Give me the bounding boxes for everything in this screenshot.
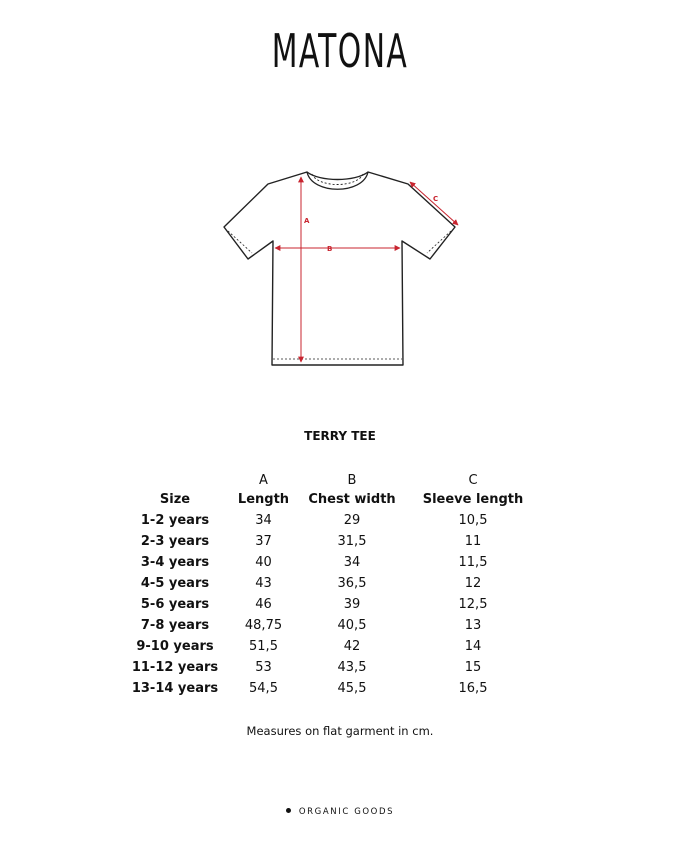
chest-width-cell: 34 bbox=[343, 555, 361, 570]
length-cell: 37 bbox=[255, 534, 272, 549]
chest-width-cell: 45,5 bbox=[337, 681, 367, 696]
sleeve-length-cell: 13 bbox=[464, 618, 482, 633]
chest-width-cell: 43,5 bbox=[337, 660, 367, 675]
sleeve-length-cell: 10,5 bbox=[458, 513, 488, 528]
sleeve-length-cell: 14 bbox=[464, 639, 482, 654]
footer bbox=[0, 807, 680, 817]
size-cell: 9-10 years bbox=[136, 639, 214, 654]
length-cell: 46 bbox=[255, 597, 272, 612]
size-cell: 1-2 years bbox=[140, 513, 210, 528]
length-cell: 51,5 bbox=[249, 639, 278, 654]
chest-width-cell: 40,5 bbox=[337, 618, 367, 633]
size-cell: 4-5 years bbox=[140, 576, 210, 591]
sleeve-length-cell: 12 bbox=[464, 576, 482, 591]
header-letter-row bbox=[125, 472, 544, 489]
table-row bbox=[125, 636, 544, 657]
length-cell: 48,75 bbox=[244, 618, 283, 633]
table-row bbox=[125, 552, 544, 573]
header-letter-b: B bbox=[347, 473, 357, 488]
size-table bbox=[125, 472, 544, 699]
header-name-row bbox=[125, 489, 544, 510]
table-row bbox=[125, 531, 544, 552]
table-row bbox=[125, 678, 544, 699]
length-cell: 54,5 bbox=[249, 681, 278, 696]
header-sleeve-length: Sleeve length bbox=[422, 492, 524, 507]
sleeve-length-cell: 16,5 bbox=[458, 681, 488, 696]
size-cell: 11-12 years bbox=[131, 660, 219, 675]
size-cell: 7-8 years bbox=[140, 618, 210, 633]
table-row bbox=[125, 657, 544, 678]
header-letter-a: A bbox=[259, 473, 268, 488]
brand-logo: MATONA bbox=[271, 24, 409, 78]
size-cell: 13-14 years bbox=[131, 681, 219, 696]
t-shirt-outline bbox=[224, 172, 455, 365]
sleeve-length-cell: 11,5 bbox=[458, 555, 488, 570]
label-c: C bbox=[433, 195, 439, 203]
table-row bbox=[125, 594, 544, 615]
table-row bbox=[125, 615, 544, 636]
chest-width-cell: 39 bbox=[343, 597, 361, 612]
length-cell: 43 bbox=[255, 576, 272, 591]
sleeve-length-cell: 12,5 bbox=[458, 597, 488, 612]
label-b: B bbox=[327, 245, 333, 253]
header-chest-width: Chest width bbox=[308, 492, 396, 507]
chest-width-cell: 29 bbox=[343, 513, 361, 528]
measurement-note: Measures on flat garment in cm. bbox=[246, 724, 434, 738]
t-shirt-measurement-diagram bbox=[200, 155, 480, 385]
table-row bbox=[125, 510, 544, 531]
sleeve-length-cell: 15 bbox=[464, 660, 482, 675]
product-title: TERRY TEE bbox=[304, 429, 376, 443]
length-cell: 40 bbox=[255, 555, 272, 570]
chest-width-cell: 36,5 bbox=[337, 576, 367, 591]
size-cell: 2-3 years bbox=[140, 534, 210, 549]
size-cell: 3-4 years bbox=[140, 555, 210, 570]
label-a: A bbox=[304, 217, 310, 225]
footer-text: ORGANIC GOODS bbox=[298, 807, 395, 817]
header-letter-c: C bbox=[468, 473, 478, 488]
bullet-icon bbox=[286, 808, 291, 813]
size-cell: 5-6 years bbox=[140, 597, 210, 612]
length-cell: 53 bbox=[255, 660, 272, 675]
sleeve-length-cell: 11 bbox=[464, 534, 482, 549]
length-cell: 34 bbox=[255, 513, 272, 528]
table-row bbox=[125, 573, 544, 594]
chest-width-cell: 31,5 bbox=[337, 534, 367, 549]
header-length: Length bbox=[237, 492, 290, 507]
chest-width-cell: 42 bbox=[343, 639, 361, 654]
header-size: Size bbox=[159, 492, 191, 507]
